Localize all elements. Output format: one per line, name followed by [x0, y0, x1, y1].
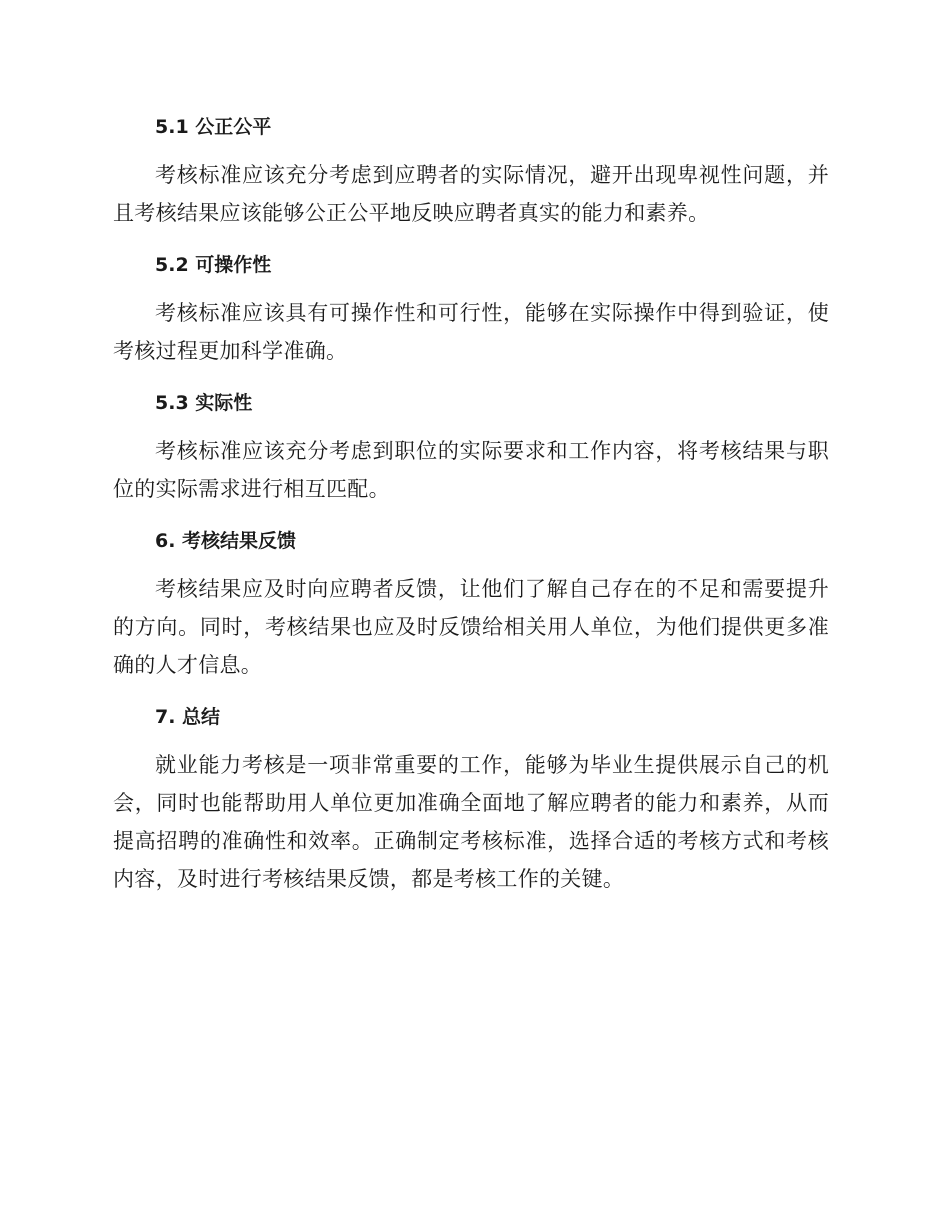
section-heading-5-3: 5.3 实际性	[155, 392, 253, 414]
section-paragraph-5-2: 考核标准应该具有可操作性和可行性，能够在实际操作中得到验证，使考核过程更加科学准确。	[113, 301, 829, 363]
document-body	[113, 108, 829, 912]
section-paragraph-7: 就业能力考核是一项非常重要的工作，能够为毕业生提供展示自己的机会，同时也能帮助用人单位更加准确全面地了解应聘者的能力和素养，从而提高招聘的准确性和效率。正确制定考核标准，选择合适的考核方式和考核内容，及时进行考核结果反馈，都是考核工作的关键。	[113, 753, 829, 891]
section-paragraph-6: 考核结果应及时向应聘者反馈，让他们了解自己存在的不足和需要提升的方向。同时，考核结果也应及时反馈给相关用人单位，为他们提供更多准确的人才信息。	[113, 577, 829, 677]
section-paragraph-5-1: 考核标准应该充分考虑到应聘者的实际情况，避开出现卑视性问题，并且考核结果应该能够公正公平地反映应聘者真实的能力和素养。	[113, 163, 829, 225]
section-heading-5-1: 5.1 公正公平	[155, 116, 272, 138]
section-paragraph-5-3: 考核标准应该充分考虑到职位的实际要求和工作内容，将考核结果与职位的实际需求进行相互匹配。	[113, 439, 829, 501]
section-heading-7: 7. 总结	[155, 706, 221, 728]
section-heading-6: 6. 考核结果反馈	[155, 530, 297, 552]
section-heading-5-2: 5.2 可操作性	[155, 254, 272, 276]
